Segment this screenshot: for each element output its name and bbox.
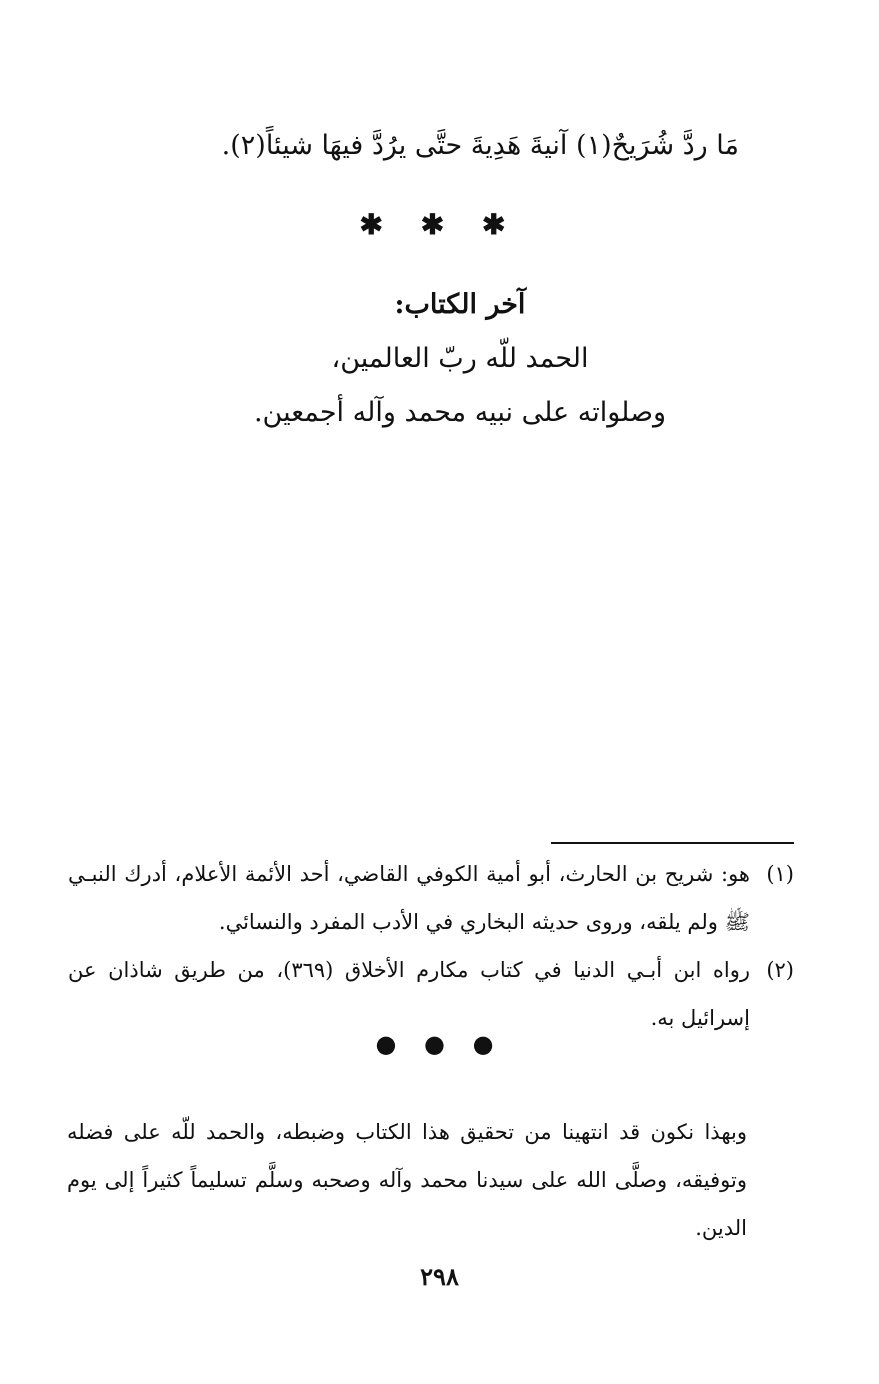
closing-section [200, 278, 720, 440]
footnote-1 [68, 850, 794, 946]
epilogue-paragraph: وبهذا نكون قد انتهينا من تحقيق هذا الكتاب وضبطه، والحمد للّه على فضله وتوفيقه، وصلَّى الله على سيدنا محمد وآله وصحبه وسلَّم تسليماً كثيراً إلى يوم الدين. [67, 1120, 747, 1240]
footnote-number: (١) [766, 862, 794, 886]
footnotes [68, 850, 794, 1042]
footnote-divider [551, 842, 794, 844]
main-text-line: مَا ردَّ شُرَيحٌ(١) آنيةَ هَدِيةَ حتَّى يرُدَّ فيهَا شيئاً(٢). [221, 130, 739, 161]
star-separator: ✱ ✱ ✱ [359, 208, 520, 241]
closing-line-1: الحمد للّه ربّ العالمين، [331, 343, 589, 374]
closing-heading: آخر الكتاب: [394, 289, 526, 320]
page-number: ٢٩٨ [420, 1262, 459, 1291]
footnote-text: رواه ابن أبـي الدنيا في كتاب مكارم الأخلاق (٣٦٩)، من طريق شاذان عن إسرائيل به. [68, 958, 750, 1030]
footnote-text: هو: شريح بن الحارث، أبو أمية الكوفي القاضي، أحد الأئمة الأعلام، أدرك النبـي ﷺ ولم يلقه، وروى حديثه البخاري في الأدب المفرد والنسائي. [68, 862, 750, 934]
closing-line-2: وصلواته على نبيه محمد وآله أجمعين. [253, 397, 667, 428]
footnote-number: (٢) [766, 958, 794, 982]
dot-separator: ● ● ● [375, 1030, 504, 1058]
footnote-2 [68, 946, 794, 1042]
